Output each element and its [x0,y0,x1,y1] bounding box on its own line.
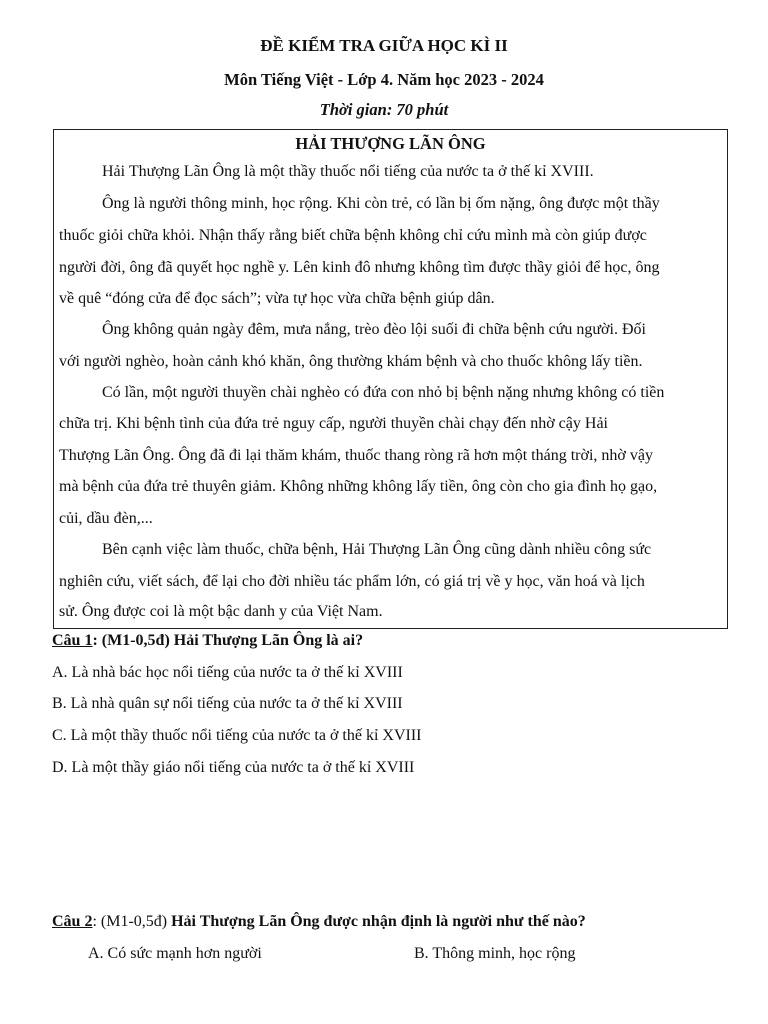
passage-title: HẢI THƯỢNG LÃN ÔNG [295,134,486,153]
passage-line: mà bệnh của đứa trẻ thuyên giảm. Không những không lấy tiền, ông còn cho gia đình họ gạo, [59,478,658,495]
passage-line: Thượng Lãn Ông. Ông đã đi lại thăm khám, thuốc thang ròng rã hơn một tháng trời, nhờ vậy [59,447,653,464]
question-text: Hải Thượng Lãn Ông được nhận định là người như thế nào? [167,913,586,930]
passage-line: Ông không quản ngày đêm, mưa nắng, trèo đèo lội suối đi chữa bệnh cứu người. Đối [102,321,646,338]
question-1-option-d[interactable]: D. Là một thầy giáo nổi tiếng của nước ta ở thế kỉ XVIII [52,759,415,776]
exam-subject: Môn Tiếng Việt - Lớp 4. Năm học 2023 - 2024 [224,70,544,89]
question-tag: : (M1-0,5đ) [92,632,170,649]
passage-line: nghiên cứu, viết sách, để lại cho đời nhiều tác phẩm lớn, có giá trị về y học, văn hoá và lịch [59,573,645,590]
passage-line: chữa trị. Khi bệnh tình của đứa trẻ nguy cấp, người thuyền chài chạy đến nhờ cậy Hải [59,415,608,432]
passage-line: Hải Thượng Lãn Ông là một thầy thuốc nổi tiếng của nước ta ở thế kỉ XVIII. [102,163,594,180]
question-1-option-c[interactable]: C. Là một thầy thuốc nổi tiếng của nước ta ở thế kỉ XVIII [52,727,422,744]
question-1 [52,631,363,651]
question-number: Câu 1 [52,632,93,649]
exam-title: ĐỀ KIỂM TRA GIỮA HỌC KÌ II [260,36,508,55]
passage-line: người đời, ông đã quyết học nghề y. Lên kinh đô nhưng không tìm được thầy giỏi để học, ông [59,259,660,276]
passage-line: Bên cạnh việc làm thuốc, chữa bệnh, Hải Thượng Lãn Ông cũng dành nhiều công sức [102,541,652,558]
reading-passage-box [53,129,728,629]
passage-line: thuốc giỏi chữa khỏi. Nhận thấy rằng biết chữa bệnh không chỉ cứu mình mà còn giúp được [59,227,647,244]
passage-line: với người nghèo, hoàn cảnh khó khăn, ông thường khám bệnh và cho thuốc không lấy tiền. [59,353,643,370]
question-text: Hải Thượng Lãn Ông là ai? [169,632,364,649]
passage-line: Có lần, một người thuyền chài nghèo có đứa con nhỏ bị bệnh nặng nhưng không có tiền [102,384,665,401]
question-2 [52,912,586,932]
passage-line: Ông là người thông minh, học rộng. Khi còn trẻ, có lần bị ốm nặng, ông được một thầy [102,195,660,212]
question-2-option-b[interactable]: B. Thông minh, học rộng [414,945,576,962]
passage-line: về quê “đóng cửa để đọc sách”; vừa tự học vừa chữa bệnh giúp dân. [59,290,495,307]
question-tag: : (M1-0,5đ) [92,913,168,930]
exam-time: Thời gian: 70 phút [319,100,449,119]
passage-line: củi, dầu đèn,... [59,510,153,527]
question-1-option-a[interactable]: A. Là nhà bác học nổi tiếng của nước ta ở thế kỉ XVIII [52,664,403,681]
question-1-option-b[interactable]: B. Là nhà quân sự nổi tiếng của nước ta ở thế kỉ XVIII [52,695,403,712]
question-2-option-a[interactable]: A. Có sức mạnh hơn người [88,945,262,962]
passage-line: sử. Ông được coi là một bậc danh y của Việt Nam. [59,603,383,620]
question-number: Câu 2 [52,913,93,930]
